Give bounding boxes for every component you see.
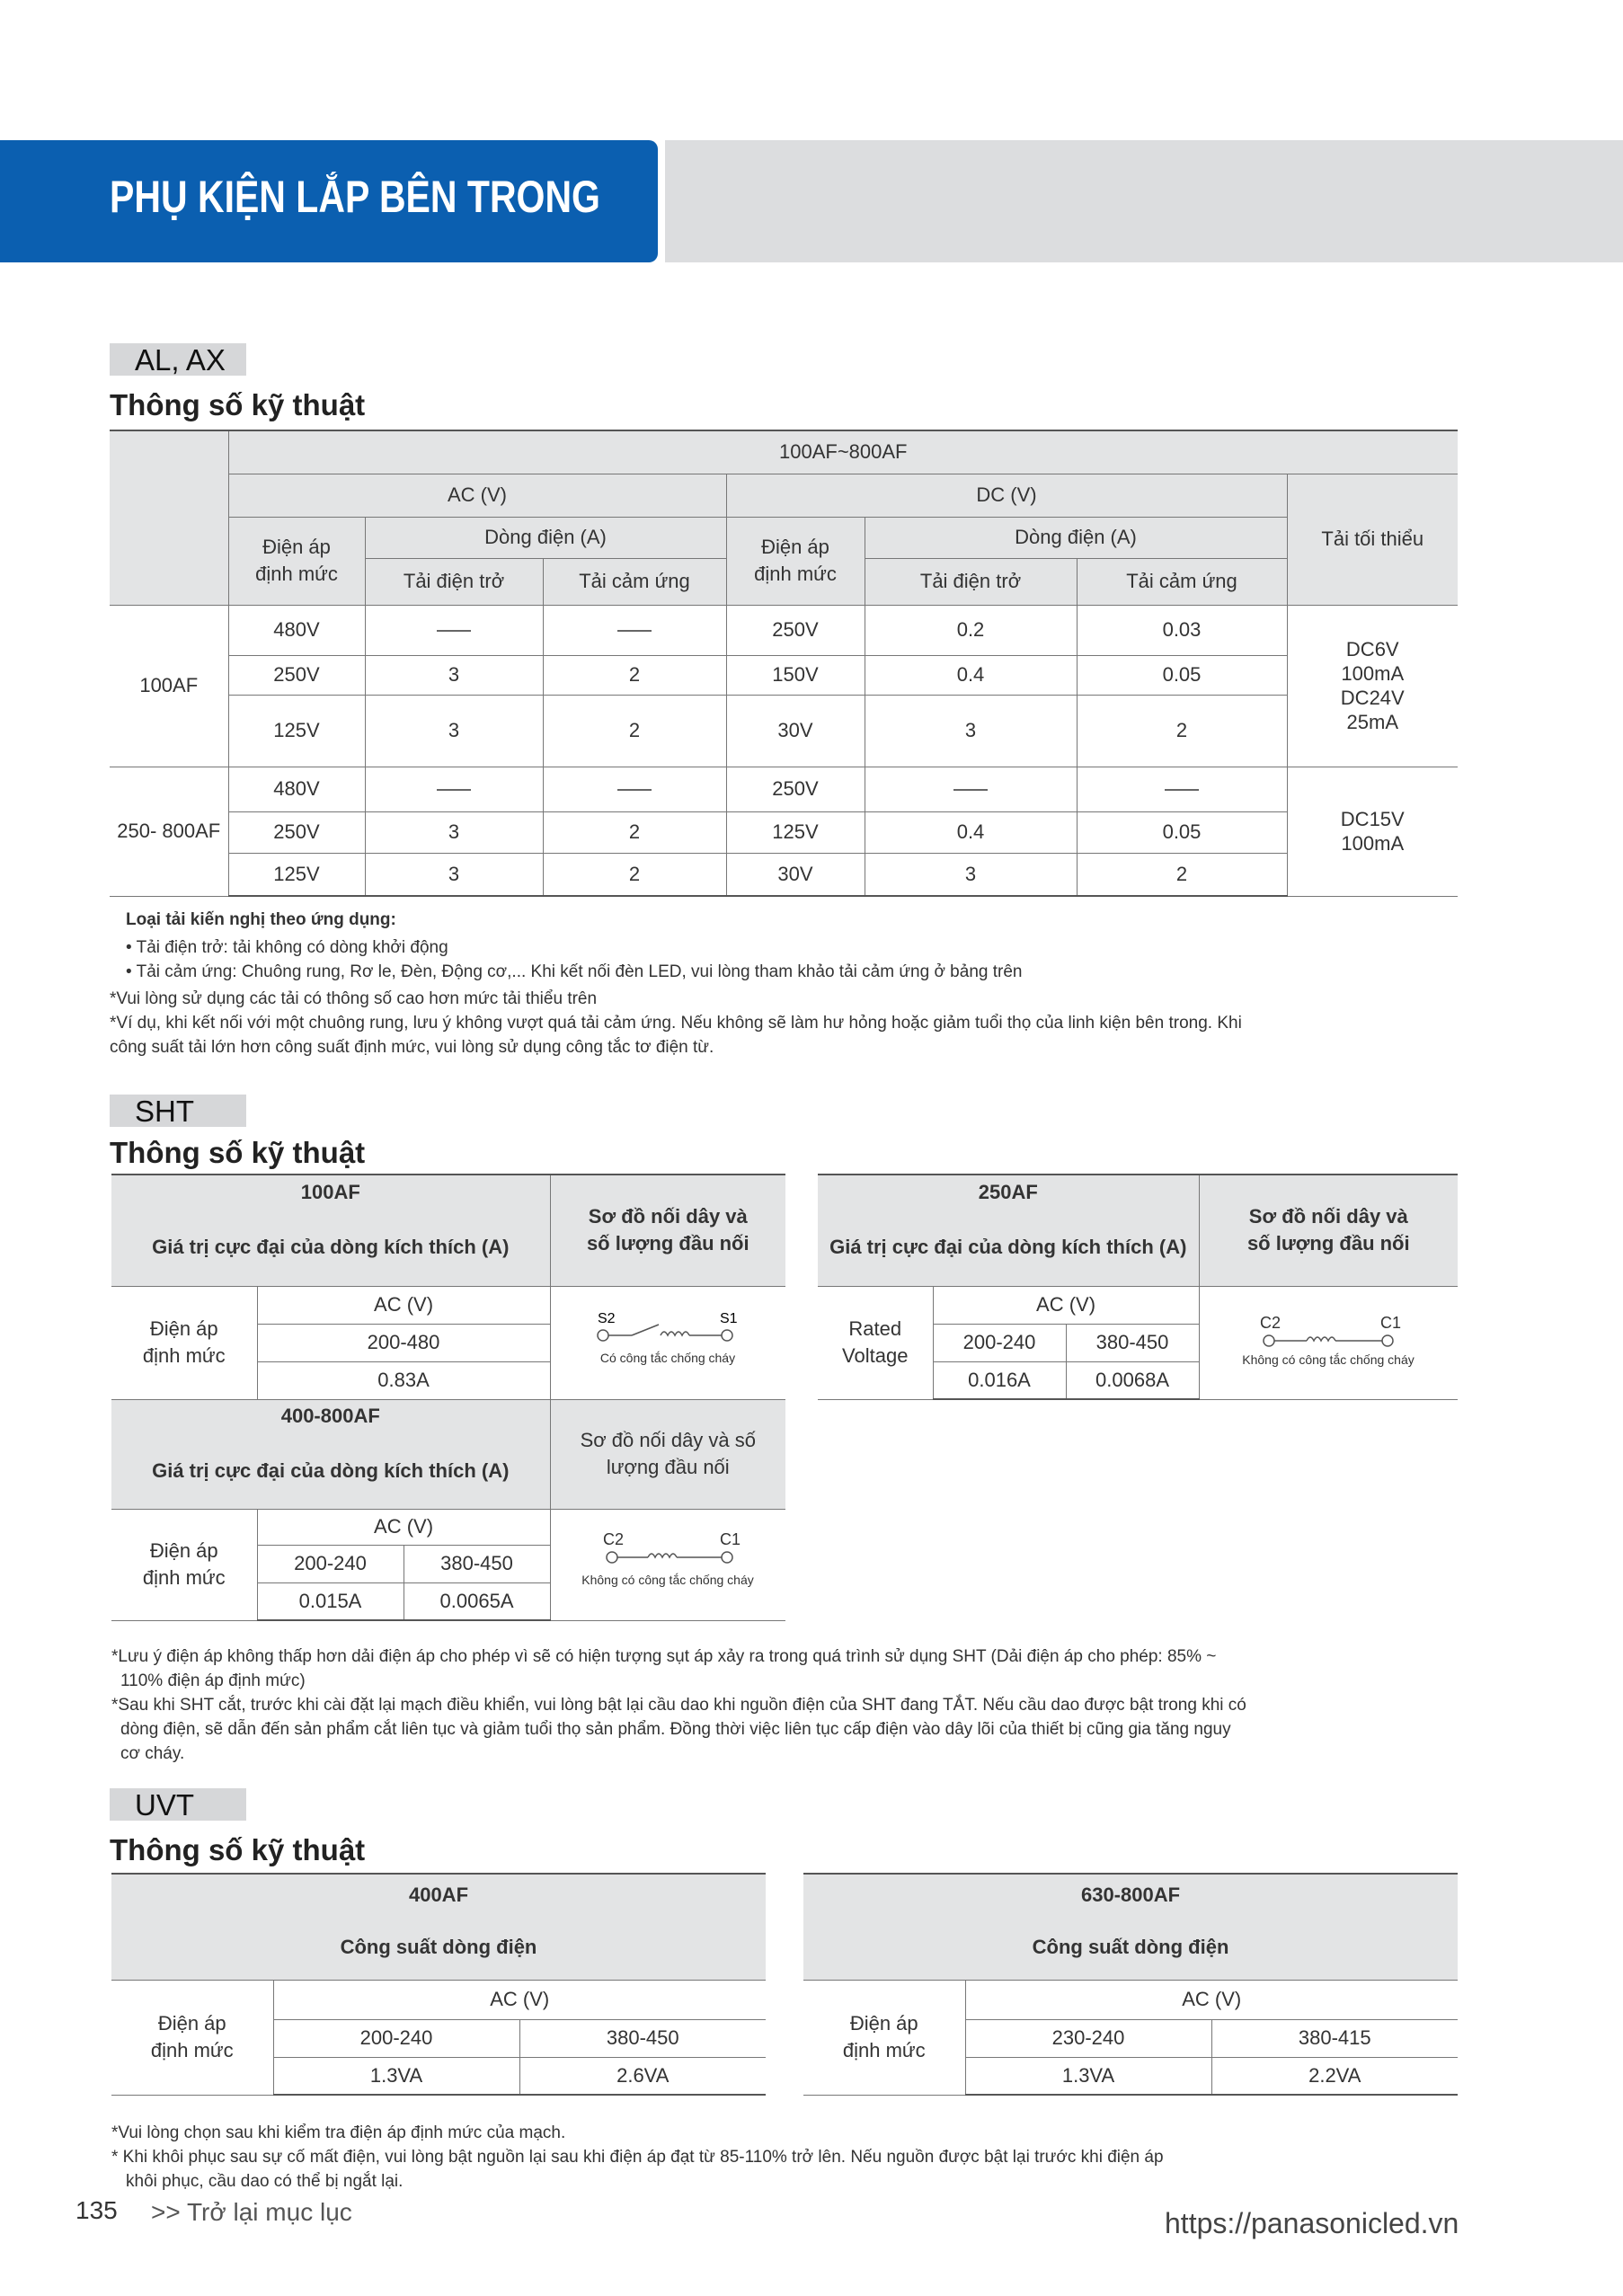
frame-cell: 250- 800AF (110, 767, 228, 896)
voltage-range-cell: 380-450 (1066, 1324, 1199, 1361)
table-row (110, 655, 1458, 695)
current-value-cell: 0.0065A (404, 1582, 550, 1620)
terminal-c1: C1 (1380, 1314, 1402, 1332)
ac-inductive-cell: 2 (543, 655, 726, 695)
min-load-cell: DC15V 100mA (1287, 767, 1458, 896)
frame-header: 250AF (818, 1175, 1199, 1209)
dash-mark (953, 789, 988, 791)
frame-cell: 100AF (110, 605, 228, 767)
diagram-caption: Có công tắc chống cháy (600, 1351, 736, 1365)
power-header: Công suất dòng điện (803, 1915, 1458, 1980)
wiring-diagram-cell (1199, 1286, 1458, 1399)
note-line: *Lưu ý điện áp không thấp hơn dải điện áp cho phép vì sẽ có hiện tượng sụt áp xảy ra trong quá trình sử dụng SHT (Dải điện áp cho phép: 85% ~ (111, 1647, 1217, 1666)
ac-resistive-cell (365, 767, 543, 811)
dc-header: DC (V) (726, 474, 1287, 517)
dc-current-header: Dòng điện (A) (865, 517, 1287, 558)
dc-resistive-cell: 0.4 (865, 655, 1077, 695)
ac-inductive-cell (543, 767, 726, 811)
dc-voltage-cell: 250V (726, 605, 865, 655)
dc-resistive-header: Tải điện trở (865, 558, 1077, 605)
current-value-cell: 0.015A (257, 1582, 404, 1620)
ac-resistive-cell: 3 (365, 853, 543, 896)
rated-voltage-label: Rated Voltage (818, 1286, 933, 1399)
wiring-header: Sơ đồ nối dây và số lượng đầu nối (550, 1399, 785, 1509)
note-line: công suất tải lớn hơn công suất định mức, vui lòng sử dụng công tắc tơ điện từ. (110, 1038, 714, 1057)
section-title-al-ax: Thông số kỹ thuật (110, 388, 366, 421)
voltage-range-cell: 380-450 (519, 2019, 766, 2057)
note-line: *Vui lòng sử dụng các tải có thông số cao hơn mức tải thiểu trên (110, 989, 598, 1008)
ac-voltage-cell: 125V (228, 853, 365, 896)
uvt-630-800af-table (803, 1873, 1458, 2096)
max-current-header: Giá trị cực đại của dòng kích thích (A) (818, 1209, 1199, 1286)
dc-inductive-cell: 0.05 (1077, 811, 1287, 853)
note-line: * Khi khôi phục sau sự cố mất điện, vui lòng bật nguồn lại sau khi điện áp đạt từ 85-110% trở lên. Nếu nguồn được bật lại trước khi điện áp (111, 2148, 1164, 2167)
sht-100af-table (111, 1174, 785, 1621)
ac-inductive-header: Tải cảm ứng (543, 558, 726, 605)
dc-inductive-cell: 0.05 (1077, 655, 1287, 695)
min-load-header: Tải tối thiểu (1287, 474, 1458, 605)
terminal-s1: S1 (720, 1311, 738, 1326)
note-line: dòng điện, sẽ dẫn đến sản phẩm cắt liên tục và giảm tuổi thọ sản phẩm. Đồng thời việc liên tục cấp điện vào dây lõi của thiết bị cũng gia tăng nguy (120, 1720, 1231, 1739)
voltage-range-cell: 200-240 (273, 2019, 519, 2057)
power-value-cell: 2.2VA (1211, 2057, 1458, 2095)
ac-voltage-cell: 250V (228, 811, 365, 853)
page-number: 135 (75, 2196, 118, 2224)
dash-mark (1165, 789, 1199, 791)
ac-resistive-header: Tải điện trở (365, 558, 543, 605)
note-line: khôi phục, cầu dao có thể bị ngắt lại. (126, 2172, 404, 2191)
voltage-range-cell: 200-240 (933, 1324, 1066, 1361)
note-line: *Sau khi SHT cắt, trước khi cài đặt lại mạch điều khiển, vui lòng bật lại cầu dao khi nguồn điện của SHT đang TẮT. Nếu cầu dao được bật trong khi có (111, 1696, 1246, 1715)
diagram-caption: Không có công tắc chống cháy (1242, 1352, 1415, 1367)
diagram-caption: Không có công tắc chống cháy (581, 1573, 755, 1587)
ac-header: AC (V) (228, 474, 726, 517)
dc-inductive-cell: 2 (1077, 695, 1287, 767)
ac-voltage-cell: 250V (228, 655, 365, 695)
table-row (110, 695, 1458, 767)
wiring-header: Sơ đồ nối dây và số lượng đầu nối (550, 1175, 785, 1286)
terminal-c2: C2 (603, 1530, 625, 1548)
sht-notes (111, 1644, 1246, 1766)
max-current-header: Giá trị cực đại của dòng kích thích (A) (111, 1209, 550, 1286)
dc-rated-voltage-header: Điện áp định mức (726, 517, 865, 605)
voltage-range-cell: 230-240 (965, 2019, 1211, 2057)
note-line: 110% điện áp định mức) (120, 1671, 306, 1690)
al-ax-spec-table (110, 430, 1458, 897)
ac-header: AC (V) (933, 1286, 1199, 1324)
terminal-c2: C2 (1260, 1314, 1282, 1332)
al-ax-notes-2 (110, 987, 1242, 1059)
wiring-diagram-coil (1220, 1308, 1436, 1371)
dash-mark (617, 630, 652, 632)
section-tag-uvt: UVT (110, 1788, 246, 1821)
table-row (110, 767, 1458, 811)
dc-voltage-cell: 150V (726, 655, 865, 695)
power-value-cell: 1.3VA (965, 2057, 1211, 2095)
dc-resistive-cell (865, 767, 1077, 811)
uvt-400af-table (111, 1873, 766, 2096)
section-title-uvt: Thông số kỹ thuật (110, 1833, 366, 1866)
dc-resistive-cell: 3 (865, 853, 1077, 896)
note-line: *Vui lòng chọn sau khi kiểm tra điện áp định mức của mạch. (111, 2123, 566, 2142)
voltage-range-cell: 380-450 (404, 1545, 550, 1582)
rated-voltage-label: Điện áp định mức (111, 1286, 257, 1399)
dash-mark (617, 789, 652, 791)
dc-resistive-cell: 0.4 (865, 811, 1077, 853)
terminal-c1: C1 (720, 1530, 741, 1548)
ac-resistive-cell: 3 (365, 655, 543, 695)
ac-header: AC (V) (965, 1980, 1458, 2019)
note-line: • Tải điện trở: tải không có dòng khởi động (126, 938, 448, 957)
frame-header: 400AF (111, 1874, 766, 1915)
ac-header: AC (V) (257, 1286, 550, 1324)
uvt-notes (111, 2121, 1164, 2194)
dc-voltage-cell: 30V (726, 695, 865, 767)
wiring-diagram-cell (550, 1286, 785, 1399)
wiring-diagram-coil (569, 1530, 767, 1593)
voltage-range-cell: 380-415 (1211, 2019, 1458, 2057)
dc-inductive-cell: 2 (1077, 853, 1287, 896)
terminal-s2: S2 (598, 1311, 616, 1326)
ac-voltage-cell: 480V (228, 767, 365, 811)
power-value-cell: 2.6VA (519, 2057, 766, 2095)
dash-mark (437, 789, 471, 791)
al-ax-notes (126, 908, 1022, 984)
power-value-cell: 1.3VA (273, 2057, 519, 2095)
table-row (110, 605, 1458, 655)
voltage-range-cell: 200-480 (257, 1324, 550, 1361)
ac-resistive-cell: 3 (365, 811, 543, 853)
ac-voltage-cell: 480V (228, 605, 365, 655)
dash-mark (437, 630, 471, 632)
rated-voltage-label: Điện áp định mức (111, 1509, 257, 1620)
ac-inductive-cell: 2 (543, 695, 726, 767)
dc-voltage-cell: 125V (726, 811, 865, 853)
back-to-toc-link[interactable]: >> Trở lại mục lục (151, 2198, 352, 2226)
dc-inductive-header: Tải cảm ứng (1077, 558, 1287, 605)
ac-inductive-cell (543, 605, 726, 655)
note-line: *Ví dụ, khi kết nối với một chuông rung, lưu ý không vượt quá tải cảm ứng. Nếu không sẽ làm hư hỏng hoặc giảm tuổi thọ của linh kiện bên trong. Khi (110, 1014, 1242, 1033)
section-title-sht: Thông số kỹ thuật (110, 1136, 366, 1169)
page-title: PHỤ KIỆN LẮP BÊN TRONG (110, 172, 600, 222)
ac-current-header: Dòng điện (A) (365, 517, 726, 558)
table-row (110, 811, 1458, 853)
ac-header: AC (V) (273, 1980, 766, 2019)
header-banner-gray (665, 140, 1623, 262)
dc-resistive-cell: 0.2 (865, 605, 1077, 655)
frame-header: 630-800AF (803, 1874, 1458, 1915)
rated-voltage-label: Điện áp định mức (803, 1980, 965, 2095)
dc-resistive-cell: 3 (865, 695, 1077, 767)
section-tag-sht: SHT (110, 1095, 246, 1127)
website-link[interactable]: https://panasonicled.vn (1165, 2207, 1459, 2239)
ac-rated-voltage-header: Điện áp định mức (228, 517, 365, 605)
note-line: • Tải cảm ứng: Chuông rung, Rơ le, Đèn, Động cơ,... Khi kết nối đèn LED, vui lòng tham khảo tải cảm ứng ở bảng trên (126, 962, 1023, 981)
dc-inductive-cell (1077, 767, 1287, 811)
ac-inductive-cell: 2 (543, 853, 726, 896)
power-header: Công suất dòng điện (111, 1915, 766, 1980)
ac-resistive-cell: 3 (365, 695, 543, 767)
ac-inductive-cell: 2 (543, 811, 726, 853)
voltage-range-cell: 200-240 (257, 1545, 404, 1582)
wiring-diagram-cell (550, 1509, 785, 1620)
current-value-cell: 0.83A (257, 1361, 550, 1399)
note-line: cơ cháy. (120, 1744, 185, 1763)
dc-voltage-cell: 250V (726, 767, 865, 811)
ac-resistive-cell (365, 605, 543, 655)
rated-voltage-label: Điện áp định mức (111, 1980, 273, 2095)
frame-header: 100AF (111, 1175, 550, 1209)
ac-voltage-cell: 125V (228, 695, 365, 767)
wiring-header: Sơ đồ nối dây và số lượng đầu nối (1199, 1175, 1458, 1286)
section-tag-al-ax: AL, AX (110, 343, 246, 376)
table-row (110, 853, 1458, 896)
corner-cell (110, 430, 228, 605)
range-header: 100AF~800AF (228, 430, 1458, 474)
sht-250af-table (818, 1174, 1458, 1400)
current-value-cell: 0.0068A (1066, 1361, 1199, 1399)
wiring-diagram-switch (587, 1308, 749, 1371)
ac-header: AC (V) (257, 1509, 550, 1545)
max-current-header: Giá trị cực đại của dòng kích thích (A) (111, 1433, 550, 1509)
note-line: Loại tải kiến nghị theo ứng dụng: (126, 910, 396, 929)
current-value-cell: 0.016A (933, 1361, 1066, 1399)
dc-inductive-cell: 0.03 (1077, 605, 1287, 655)
dc-voltage-cell: 30V (726, 853, 865, 896)
frame-header: 400-800AF (111, 1399, 550, 1433)
min-load-cell: DC6V 100mA DC24V 25mA (1287, 605, 1458, 767)
